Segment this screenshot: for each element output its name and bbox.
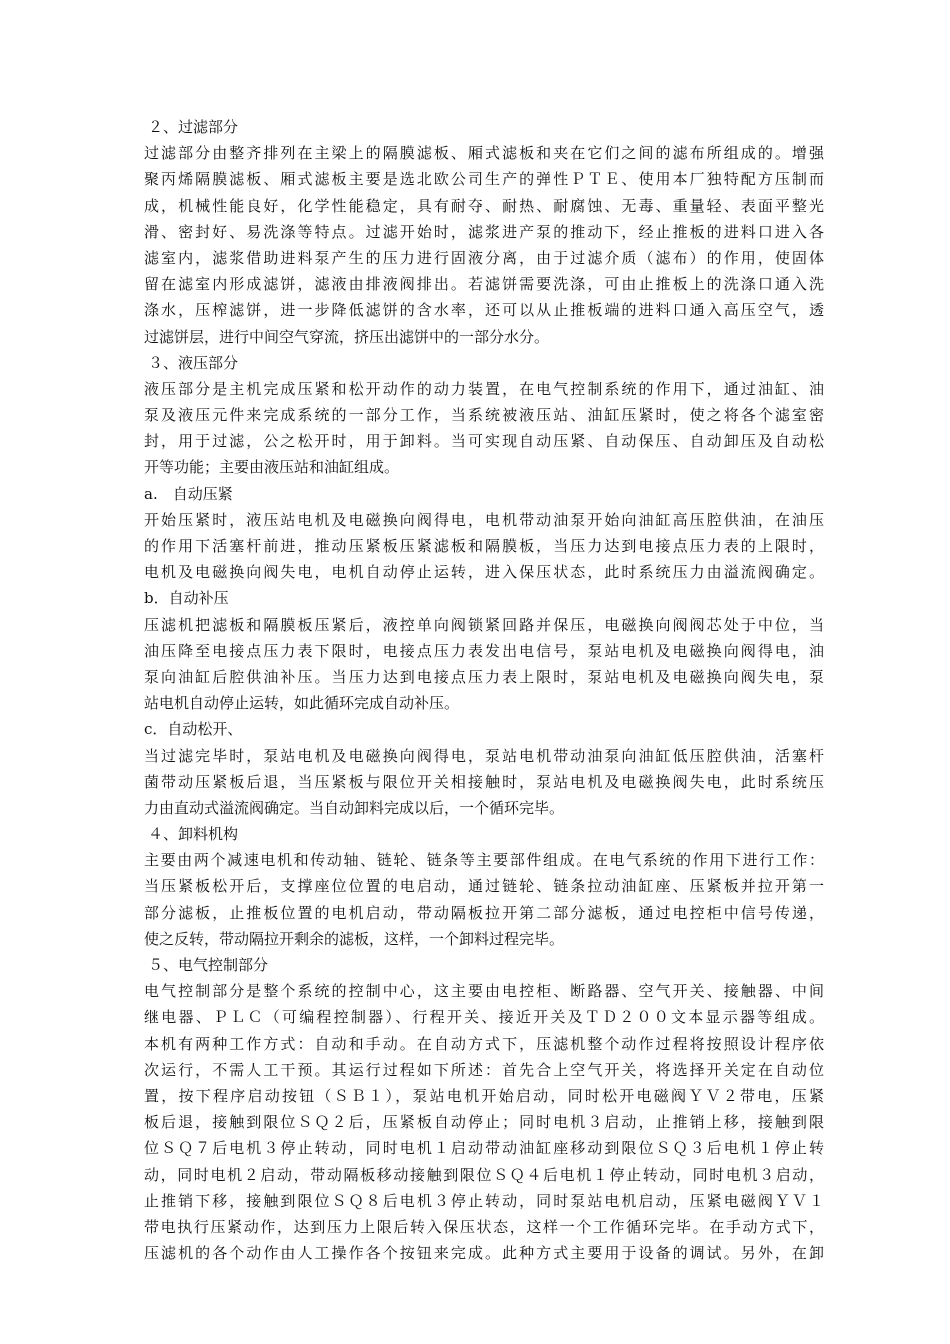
text-line: 站电机自动停止运转，如此循环完成自动补压。	[144, 694, 460, 713]
text-line: 滑、密封好、易洗涤等特点。过滤开始时，滤浆进产泵的推动下，经止推板的进料口进入各	[144, 222, 824, 241]
text-line: 菌带动压紧板后退，当压紧板与限位开关相接触时，泵站电机及电磁换阀失电，此时系统压	[144, 772, 824, 791]
section-heading: ３、液压部分	[148, 353, 239, 372]
section-heading: ５、电气控制部分	[148, 956, 269, 974]
text-line: 过滤部分由整齐排列在主梁上的隔膜滤板、厢式滤板和夹在它们之间的滤布所组成的。增强	[144, 144, 824, 163]
text-line: 开始压紧时，液压站电机及电磁换向阀得电，电机带动油泵开始向油缸高压腔供油，在油压	[144, 510, 824, 529]
document-page	[144, 114, 824, 1266]
section-heading: ４、卸料机构	[148, 825, 239, 844]
text-line: 过滤饼层，进行中间空气穿流，挤压出滤饼中的一部分水分。	[144, 327, 550, 346]
text-line: 位ＳＱ７后电机３停止转动，同时电机１启动带动油缸座移动到限位ＳＱ３后电机１停止转	[144, 1139, 824, 1158]
text-line: 泵及液压元件来完成系统的一部分工作，当系统被液压站、油缸压紧时，使之将各个滤室密	[144, 406, 824, 425]
text-line: c．自动松开、	[144, 720, 243, 739]
text-line: 本机有两种工作方式：自动和手动。在自动方式下，压滤机整个动作过程将按照设计程序依	[144, 1034, 824, 1053]
text-line: 涤水，压榨滤饼，进一步降低滤饼的含水率，还可以从止推板端的进料口通入高压空气，透	[144, 301, 824, 320]
text-line: 成，机械性能良好，化学性能稳定，具有耐夺、耐热、耐腐蚀、无毒、重量轻、表面平整光	[144, 196, 824, 215]
section-heading: ２、过滤部分	[148, 118, 239, 136]
text-line: 泵向油缸后腔供油补压。当压力达到电接点压力表上限时，泵站电机及电磁换向阀失电，泵	[144, 667, 824, 686]
text-line: 留在滤室内形成滤饼，滤液由排液阀排出。若滤饼需要洗涤，可由止推板上的洗涤口通入洗	[144, 275, 824, 294]
text-line: 开等功能；主要由液压站和油缸组成。	[144, 458, 400, 477]
text-line: 力由直动式溢流阀确定。当自动卸料完成以后，一个循环完毕。	[144, 798, 565, 817]
text-line: 次运行，不需人工干预。其运行过程如下所述：首先合上空气开关，将选择开关定在自动位	[144, 1060, 824, 1079]
text-line: 继电器、ＰＬＣ（可编程控制器）、行程开关、接近开关及ＴＤ２００文本显示器等组成。	[144, 1008, 824, 1027]
text-line: 板后退，接触到限位ＳＱ２后，压紧板自动停止；同时电机３启动，止推销上移，接触到限	[144, 1113, 824, 1132]
text-line: 压滤机的各个动作由人工操作各个按钮来完成。此种方式主要用于设备的调试。另外，在卸	[144, 1244, 824, 1263]
text-line: 滤室内，滤浆借助进料泵产生的压力进行固液分离，由于过滤介质（滤布）的作用，使固体	[144, 248, 824, 267]
text-line: 封，用于过滤，公之松开时，用于卸料。当可实现自动压紧、自动保压、自动卸压及自动松	[144, 432, 824, 451]
text-line: 聚丙烯隔膜滤板、厢式滤板主要是选北欧公司生产的弹性ＰＴＥ、使用本厂独特配方压制而	[144, 170, 824, 189]
text-line: 置，按下程序启动按钮（ＳＢ１），泵站电机开始启动，同时松开电磁阀ＹＶ２带电，压紧	[144, 1086, 824, 1105]
text-line: 部分滤板，止推板位置的电机启动，带动隔板拉开第二部分滤板，通过电控柜中信号传递，	[144, 903, 824, 922]
text-line: 电气控制部分是整个系统的控制中心，这主要由电控柜、断路器、空气开关、接触器、中间	[144, 982, 824, 1001]
text-line: 的作用下活塞杆前进，推动压紧板压紧滤板和隔膜板，当压力达到电接点压力表的上限时，	[144, 537, 824, 555]
text-line: 动，同时电机２启动，带动隔板移动接触到限位ＳＱ４后电机１停止转动，同时电机３启动，	[144, 1165, 824, 1184]
text-line: 当压紧板松开后，支撑座位位置的电启动，通过链轮、链条拉动油缸座、压紧板并拉开第一	[144, 877, 824, 896]
text-line: a. 自动压紧	[144, 484, 233, 503]
text-line: 止推销下移，接触到限位ＳＱ８后电机３停止转动，同时泵站电机启动，压紧电磁阀ＹＶ１	[144, 1191, 824, 1210]
text-line: 带电执行压紧动作，达到压力上限后转入保压状态，这样一个工作循环完毕。在手动方式下，	[144, 1217, 824, 1236]
text-line: 电机及电磁换向阀失电，电机自动停止运转，进入保压状态，此时系统压力由溢流阀确定。	[144, 563, 824, 582]
text-line: 主要由两个减速电机和传动轴、链轮、链条等主要部件组成。在电气系统的作用下进行工作：	[144, 851, 824, 870]
text-line: b．自动补压	[144, 589, 229, 608]
text-line: 液压部分是主机完成压紧和松开动作的动力装置，在电气控制系统的作用下，通过油缸、油	[144, 379, 824, 398]
text-line: 油压降至电接点压力表下限时，电接点压力表发出电信号，泵站电机及电磁换向阀得电，油	[144, 641, 824, 660]
text-line: 当过滤完毕时，泵站电机及电磁换向阀得电，泵站电机带动油泵向油缸低压腔供油，活塞杆	[144, 746, 824, 765]
text-line: 压滤机把滤板和隔膜板压紧后，液控单向阀锁紧回路并保压，电磁换向阀阀芯处于中位，当	[144, 615, 824, 634]
text-line: 使之反转，带动隔拉开剩余的滤板，这样，一个卸料过程完毕。	[144, 929, 565, 948]
